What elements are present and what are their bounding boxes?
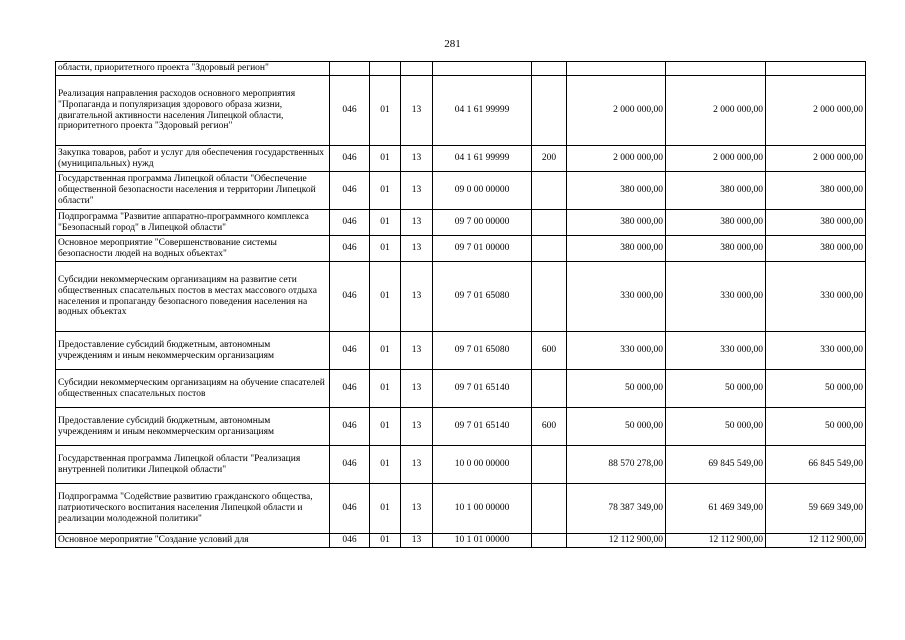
section-code: 01 (370, 146, 401, 172)
expense-type: 600 (532, 332, 567, 370)
row-description: области, приоритетного проекта "Здоровый регион" (56, 62, 330, 76)
section-code: 01 (370, 210, 401, 236)
target-article: 10 1 00 00000 (433, 484, 532, 534)
expense-type: 600 (532, 408, 567, 446)
amount-col-2: 50 000,00 (666, 370, 766, 408)
table-row (56, 146, 866, 172)
section-code: 01 (370, 172, 401, 210)
subsection-code: 13 (401, 172, 433, 210)
row-description: Предоставление субсидий бюджетным, автономным учреждениям и иным некоммерческим организациям (56, 408, 330, 446)
subsection-code: 13 (401, 446, 433, 484)
row-description: Предоставление субсидий бюджетным, автономным учреждениям и иным некоммерческим организациям (56, 332, 330, 370)
amount-col-3: 330 000,00 (766, 332, 866, 370)
amount-col-1: 330 000,00 (567, 262, 666, 332)
table-row (56, 236, 866, 262)
section-code: 01 (370, 484, 401, 534)
section-code: 01 (370, 408, 401, 446)
table-row (56, 210, 866, 236)
ministry-code: 046 (330, 236, 370, 262)
amount-col-3: 50 000,00 (766, 408, 866, 446)
table-row (56, 446, 866, 484)
amount-col-1: 88 570 278,00 (567, 446, 666, 484)
row-description: Подпрограмма "Развитие аппаратно-программного комплекса "Безопасный город" в Липецкой области" (56, 210, 330, 236)
budget-table (55, 61, 866, 548)
table-row (56, 408, 866, 446)
target-article: 09 7 01 65080 (433, 332, 532, 370)
table-row (56, 484, 866, 534)
row-description: Государственная программа Липецкой области "Реализация внутренней политики Липецкой области" (56, 446, 330, 484)
amount-col-3 (766, 62, 866, 76)
amount-col-2: 12 112 900,00 (666, 534, 766, 548)
target-article: 09 7 00 00000 (433, 210, 532, 236)
section-code: 01 (370, 534, 401, 548)
section-code (370, 62, 401, 76)
amount-col-3: 59 669 349,00 (766, 484, 866, 534)
ministry-code: 046 (330, 262, 370, 332)
expense-type (532, 172, 567, 210)
expense-type (532, 262, 567, 332)
table-row (56, 172, 866, 210)
target-article: 04 1 61 99999 (433, 76, 532, 146)
section-code: 01 (370, 262, 401, 332)
subsection-code: 13 (401, 484, 433, 534)
ministry-code: 046 (330, 446, 370, 484)
target-article: 09 7 01 00000 (433, 236, 532, 262)
amount-col-3: 380 000,00 (766, 236, 866, 262)
expense-type (532, 370, 567, 408)
subsection-code: 13 (401, 262, 433, 332)
target-article: 09 0 00 00000 (433, 172, 532, 210)
ministry-code: 046 (330, 172, 370, 210)
ministry-code: 046 (330, 146, 370, 172)
row-description: Основное мероприятие "Создание условий для (56, 534, 330, 548)
ministry-code: 046 (330, 332, 370, 370)
subsection-code: 13 (401, 146, 433, 172)
section-code: 01 (370, 332, 401, 370)
amount-col-2: 330 000,00 (666, 332, 766, 370)
amount-col-1: 380 000,00 (567, 210, 666, 236)
amount-col-3: 380 000,00 (766, 172, 866, 210)
table-row (56, 76, 866, 146)
amount-col-2: 2 000 000,00 (666, 146, 766, 172)
target-article: 04 1 61 99999 (433, 146, 532, 172)
ministry-code (330, 62, 370, 76)
expense-type (532, 446, 567, 484)
amount-col-1 (567, 62, 666, 76)
ministry-code: 046 (330, 534, 370, 548)
expense-type (532, 534, 567, 548)
amount-col-2: 50 000,00 (666, 408, 766, 446)
table-row (56, 370, 866, 408)
table-row (56, 332, 866, 370)
target-article: 09 7 01 65140 (433, 408, 532, 446)
subsection-code: 13 (401, 236, 433, 262)
table-row (56, 262, 866, 332)
amount-col-1: 12 112 900,00 (567, 534, 666, 548)
amount-col-2 (666, 62, 766, 76)
amount-col-3: 380 000,00 (766, 210, 866, 236)
amount-col-1: 50 000,00 (567, 408, 666, 446)
amount-col-2: 380 000,00 (666, 236, 766, 262)
subsection-code: 13 (401, 370, 433, 408)
ministry-code: 046 (330, 484, 370, 534)
amount-col-3: 12 112 900,00 (766, 534, 866, 548)
amount-col-2: 69 845 549,00 (666, 446, 766, 484)
subsection-code: 13 (401, 408, 433, 446)
amount-col-2: 380 000,00 (666, 172, 766, 210)
expense-type (532, 62, 567, 76)
section-code: 01 (370, 446, 401, 484)
expense-type (532, 484, 567, 534)
amount-col-3: 66 845 549,00 (766, 446, 866, 484)
amount-col-2: 2 000 000,00 (666, 76, 766, 146)
amount-col-1: 380 000,00 (567, 236, 666, 262)
row-description: Подпрограмма "Содействие развитию гражданского общества, патриотического воспитания населения Липецкой области и реализации молодежной политики" (56, 484, 330, 534)
amount-col-2: 61 469 349,00 (666, 484, 766, 534)
subsection-code: 13 (401, 76, 433, 146)
section-code: 01 (370, 370, 401, 408)
row-description: Субсидии некоммерческим организациям на обучение спасателей общественных спасательных постов (56, 370, 330, 408)
row-description: Основное мероприятие "Совершенствование системы безопасности людей на водных объектах" (56, 236, 330, 262)
table-row (56, 62, 866, 76)
amount-col-3: 2 000 000,00 (766, 146, 866, 172)
row-description: Закупка товаров, работ и услуг для обеспечения государственных (муниципальных) нужд (56, 146, 330, 172)
section-code: 01 (370, 76, 401, 146)
amount-col-3: 50 000,00 (766, 370, 866, 408)
ministry-code: 046 (330, 76, 370, 146)
page-number: 281 (444, 38, 461, 50)
target-article: 10 0 00 00000 (433, 446, 532, 484)
amount-col-1: 380 000,00 (567, 172, 666, 210)
ministry-code: 046 (330, 210, 370, 236)
amount-col-2: 330 000,00 (666, 262, 766, 332)
subsection-code: 13 (401, 534, 433, 548)
amount-col-3: 2 000 000,00 (766, 76, 866, 146)
table-row (56, 534, 866, 548)
ministry-code: 046 (330, 408, 370, 446)
subsection-code: 13 (401, 210, 433, 236)
section-code: 01 (370, 236, 401, 262)
subsection-code: 13 (401, 332, 433, 370)
target-article: 09 7 01 65080 (433, 262, 532, 332)
expense-type: 200 (532, 146, 567, 172)
amount-col-3: 330 000,00 (766, 262, 866, 332)
target-article (433, 62, 532, 76)
row-description: Государственная программа Липецкой области "Обеспечение общественной безопасности населения и территории Липецкой области" (56, 172, 330, 210)
amount-col-1: 78 387 349,00 (567, 484, 666, 534)
amount-col-1: 50 000,00 (567, 370, 666, 408)
amount-col-1: 2 000 000,00 (567, 146, 666, 172)
subsection-code (401, 62, 433, 76)
ministry-code: 046 (330, 370, 370, 408)
target-article: 09 7 01 65140 (433, 370, 532, 408)
amount-col-1: 2 000 000,00 (567, 76, 666, 146)
expense-type (532, 76, 567, 146)
expense-type (532, 210, 567, 236)
row-description: Субсидии некоммерческим организациям на развитие сети общественных спасательных постов в местах массового отдыха населения и пропаганду безопасного поведения населения на водных объектах (56, 262, 330, 332)
target-article: 10 1 01 00000 (433, 534, 532, 548)
amount-col-2: 380 000,00 (666, 210, 766, 236)
expense-type (532, 236, 567, 262)
amount-col-1: 330 000,00 (567, 332, 666, 370)
row-description: Реализация направления расходов основного мероприятия "Пропаганда и популяризация здорового образа жизни, двигательной активности населения Липецкой области, приоритетного проекта "Здоровый регион" (56, 76, 330, 146)
